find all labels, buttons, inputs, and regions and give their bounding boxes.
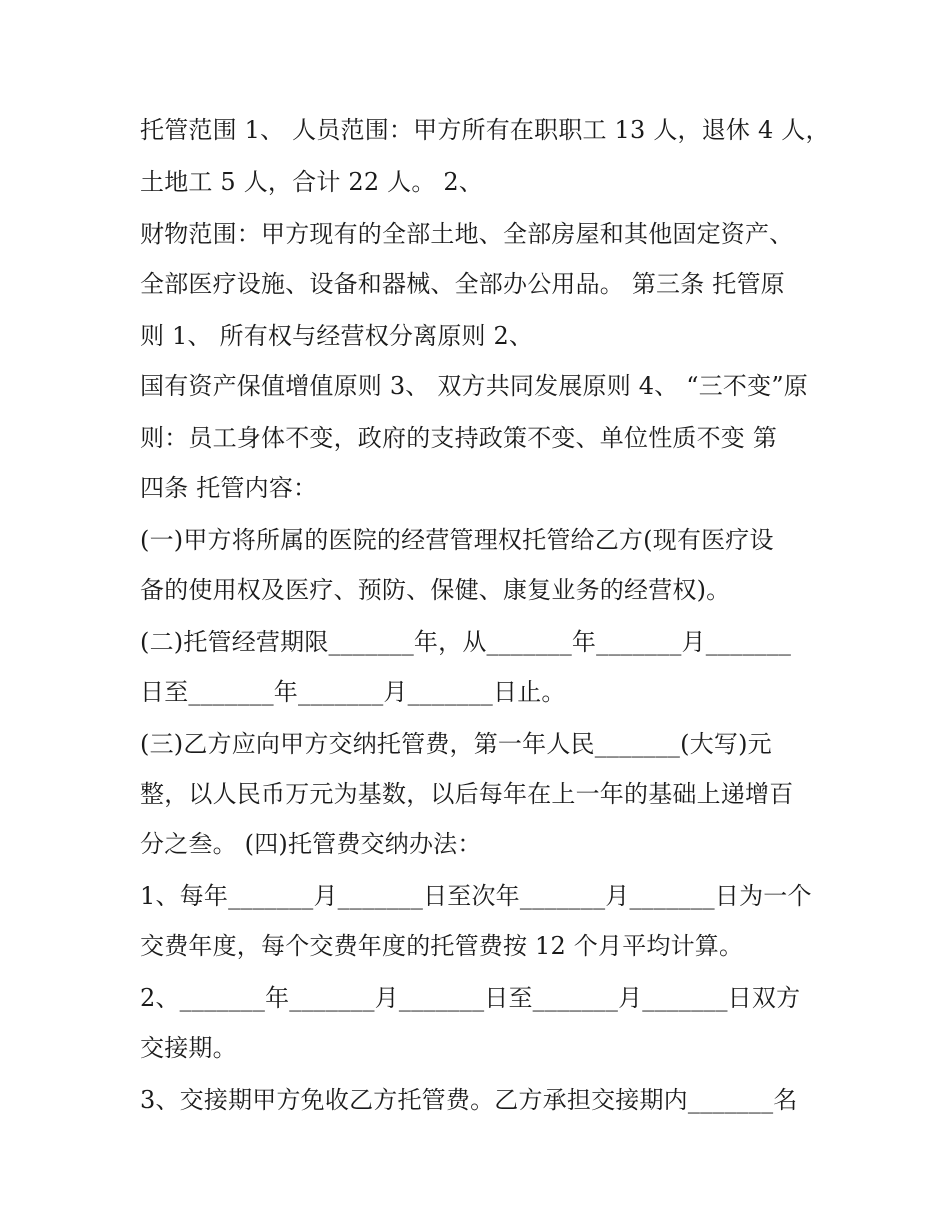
text-line: 则：员工身体不变，政府的支持政策不变、单位性质不变 第	[140, 424, 778, 452]
text-line: 日至_______年_______月_______日止。	[140, 678, 566, 706]
text-line: 四条 托管内容：	[140, 474, 318, 502]
text-line: 托管范围 1、 人员范围：甲方所有在职职工 13 人，退休 4 人，	[140, 116, 830, 144]
text-line: 全部医疗设施、设备和器械、全部办公用品。 第三条 托管原	[140, 270, 785, 298]
text-line: 则 1、 所有权与经营权分离原则 2、	[140, 322, 534, 350]
text-line: 整，以人民币万元为基数，以后每年在上一年的基础上递增百	[140, 780, 794, 808]
text-line: 交接期。	[140, 1034, 237, 1062]
text-line: (二)托管经营期限_______年，从_______年_______月_______	[140, 628, 792, 656]
text-line: 财物范围：甲方现有的全部土地、全部房屋和其他固定资产、	[140, 220, 794, 248]
text-line: (三)乙方应向甲方交纳托管费，第一年人民_______(大写)元	[140, 730, 772, 758]
text-line: 交费年度，每个交费年度的托管费按 12 个月平均计算。	[140, 932, 744, 960]
text-line: 3、交接期甲方免收乙方托管费。乙方承担交接期内_______名	[140, 1086, 798, 1114]
text-line: 土地工 5 人，合计 22 人。 2、	[140, 168, 484, 196]
text-line: 分之叁。 (四)托管费交纳办法：	[140, 830, 482, 858]
text-line: 备的使用权及医疗、预防、保健、康复业务的经营权)。	[140, 576, 731, 604]
text-line: 1、每年_______月_______日至次年_______月_______日为一个	[140, 882, 812, 910]
text-line: 2、_______年_______月_______日至_______月_______日双方	[140, 984, 801, 1012]
text-line: (一)甲方将所属的医院的经营管理权托管给乙方(现有医疗设	[140, 526, 774, 554]
text-line: 国有资产保值增值原则 3、 双方共同发展原则 4、 “三不变”原	[140, 372, 808, 400]
